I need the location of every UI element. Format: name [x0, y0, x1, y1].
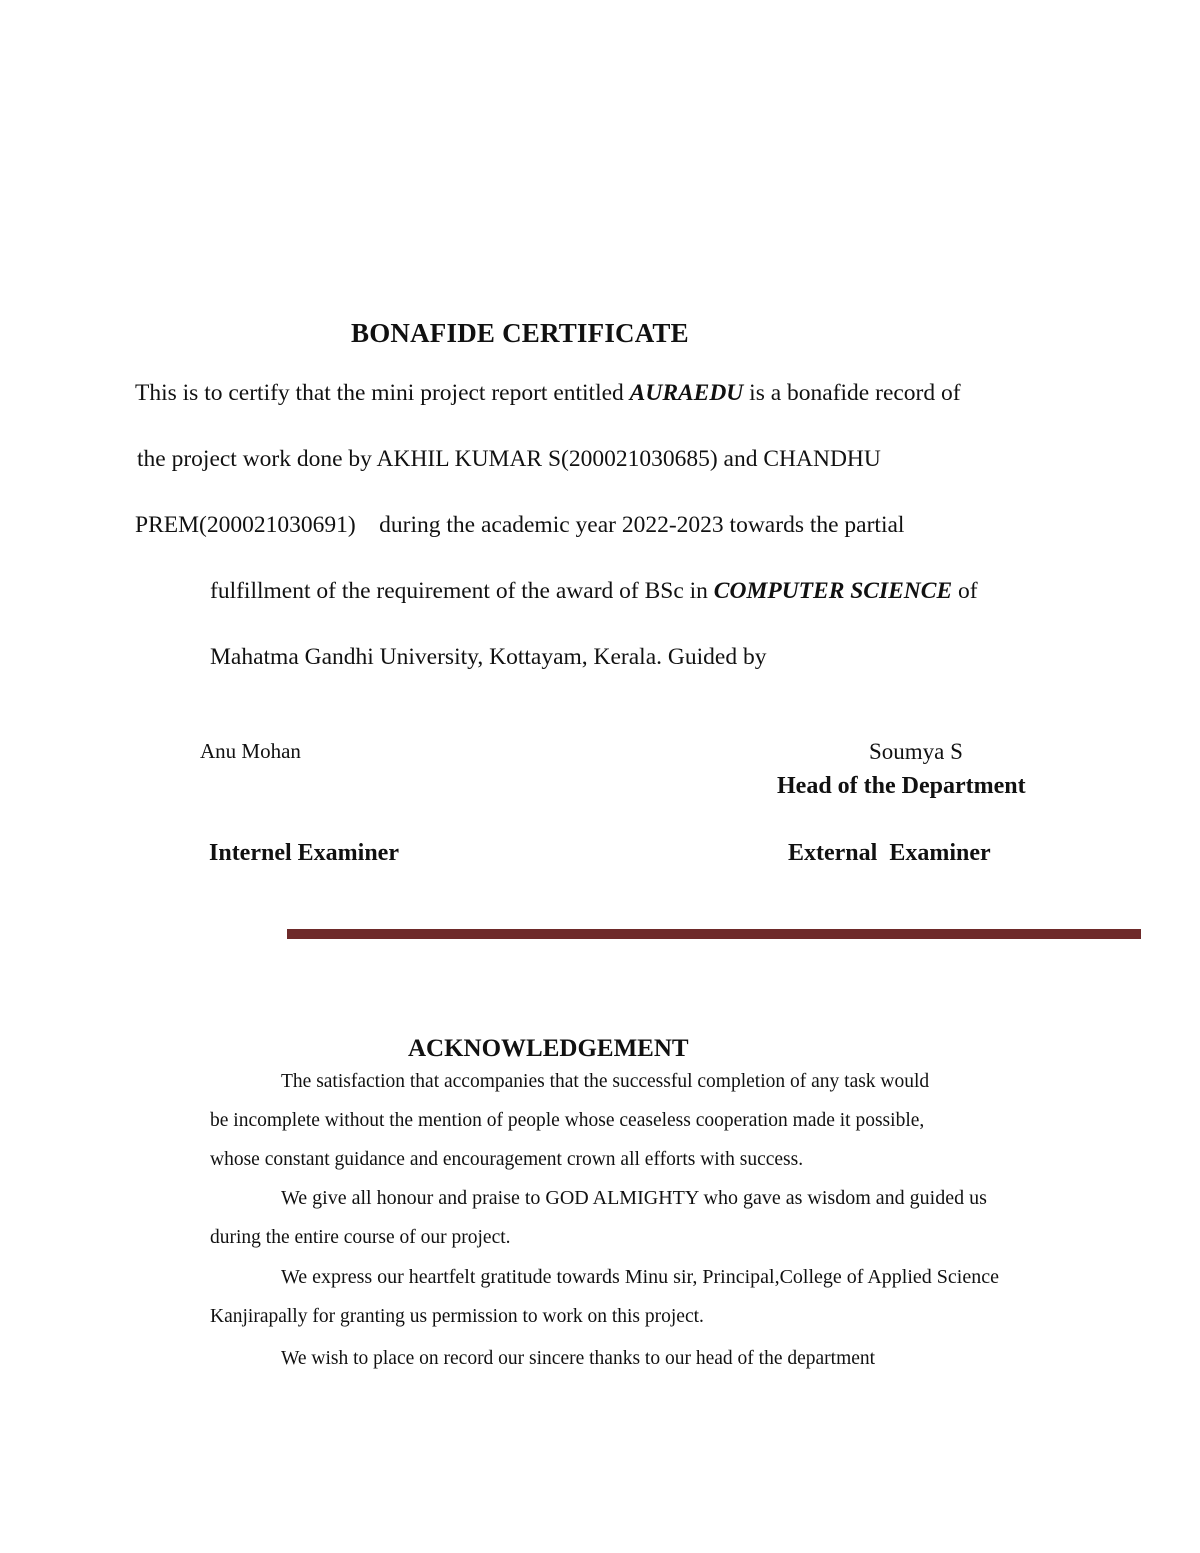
acknowledgement-line: The satisfaction that accompanies that the successful completion of any task would [281, 1071, 930, 1092]
section-divider [287, 929, 1141, 939]
hod-name: Soumya S [869, 739, 963, 764]
acknowledgement-line: We give all honour and praise to GOD ALMIGHTY who gave as wisdom and guided us [281, 1187, 987, 1209]
acknowledgement-line: We wish to place on record our sincere thanks to our head of the department [281, 1348, 876, 1369]
project-name: AURAEDU [629, 380, 744, 406]
acknowledgement-line: during the entire course of our project. [210, 1227, 511, 1248]
acknowledgement-line: whose constant guidance and encouragement crown all efforts with success. [210, 1149, 804, 1170]
certificate-line-2: the project work done by AKHIL KUMAR S(200021030685) and CHANDHU [137, 446, 881, 472]
certificate-line-1-start: This is to certify that the mini project report entitled [135, 380, 630, 406]
guide-name: Anu Mohan [200, 739, 301, 763]
certificate-line-5: Mahatma Gandhi University, Kottayam, Kerala. Guided by [210, 644, 767, 670]
certificate-line-4-start: fulfillment of the requirement of the award of BSc in [210, 578, 714, 604]
certificate-line-1 [135, 380, 961, 407]
certificate-line-4-end: of [952, 578, 978, 604]
acknowledgement-line: We express our heartfelt gratitude towards Minu sir, Principal,College of Applied Science [281, 1266, 999, 1288]
acknowledgement-line: Kanjirapally for granting us permission to work on this project. [210, 1306, 704, 1327]
external-examiner-label: External Examiner [788, 840, 991, 866]
acknowledgement-line: be incomplete without the mention of people whose ceaseless cooperation made it possible, [210, 1110, 925, 1131]
certificate-line-1-end: is a bonafide record of [743, 380, 961, 406]
acknowledgement-title: ACKNOWLEDGEMENT [408, 1035, 689, 1062]
internal-examiner-label: Internel Examiner [209, 840, 399, 866]
subject-name: COMPUTER SCIENCE [713, 578, 953, 604]
hod-role: Head of the Department [777, 773, 1026, 799]
certificate-line-3: PREM(200021030691) during the academic year 2022-2023 towards the partial [135, 512, 905, 538]
certificate-line-4 [210, 578, 978, 605]
certificate-title: BONAFIDE CERTIFICATE [351, 318, 689, 348]
